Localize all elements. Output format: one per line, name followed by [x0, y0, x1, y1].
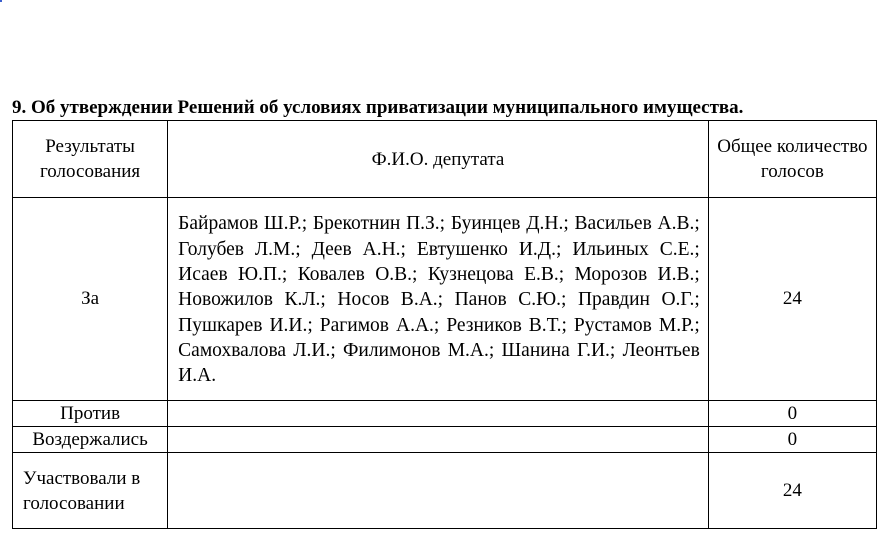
result-label: Воздержались: [13, 427, 168, 453]
result-label: За: [13, 198, 168, 401]
header-result: Результаты голосования: [13, 121, 168, 198]
voting-results-table: [12, 120, 877, 529]
vote-count: 0: [708, 427, 876, 453]
table-row-abstained: [13, 427, 877, 453]
deputies-list: Байрамов Ш.Р.; Брекотнин П.З.; Буинцев Д.Н.; Васильев А.В.; Голубев Л.М.; Деев А.Н.; Евтушенко И.Д.; Ильиных С.Е.; Исаев Ю.П.; Ковалев О.В.; Кузнецова Е.В.; Морозов И.В.; Новожилов К.Л.; Носов В.А.; Панов С.Ю.; Правдин О.Г.; Пушкарев И.И.; Рагимов А.А.; Резников В.Т.; Рустамов М.Р.; Самохвалова Л.И.; Филимонов М.А.; Шанина Г.И.; Леонтьев И.А.: [168, 198, 709, 401]
table-header-row: [13, 121, 877, 198]
vote-count: 24: [708, 453, 876, 529]
header-deputies: Ф.И.О. депутата: [168, 121, 709, 198]
table-row-participated: [13, 453, 877, 529]
corner-mark: [0, 0, 2, 2]
deputies-list: [168, 427, 709, 453]
result-label: Участвовали в голосовании: [13, 453, 168, 529]
deputies-list: [168, 453, 709, 529]
table-row-for: [13, 198, 877, 401]
vote-count: 24: [708, 198, 876, 401]
deputies-list: [168, 401, 709, 427]
result-label: Против: [13, 401, 168, 427]
header-total: Общее количество голосов: [708, 121, 876, 198]
vote-count: 0: [708, 401, 876, 427]
agenda-item-heading: 9. Об утверждении Решений об условиях приватизации муниципального имущества.: [12, 97, 744, 118]
table-row-against: [13, 401, 877, 427]
